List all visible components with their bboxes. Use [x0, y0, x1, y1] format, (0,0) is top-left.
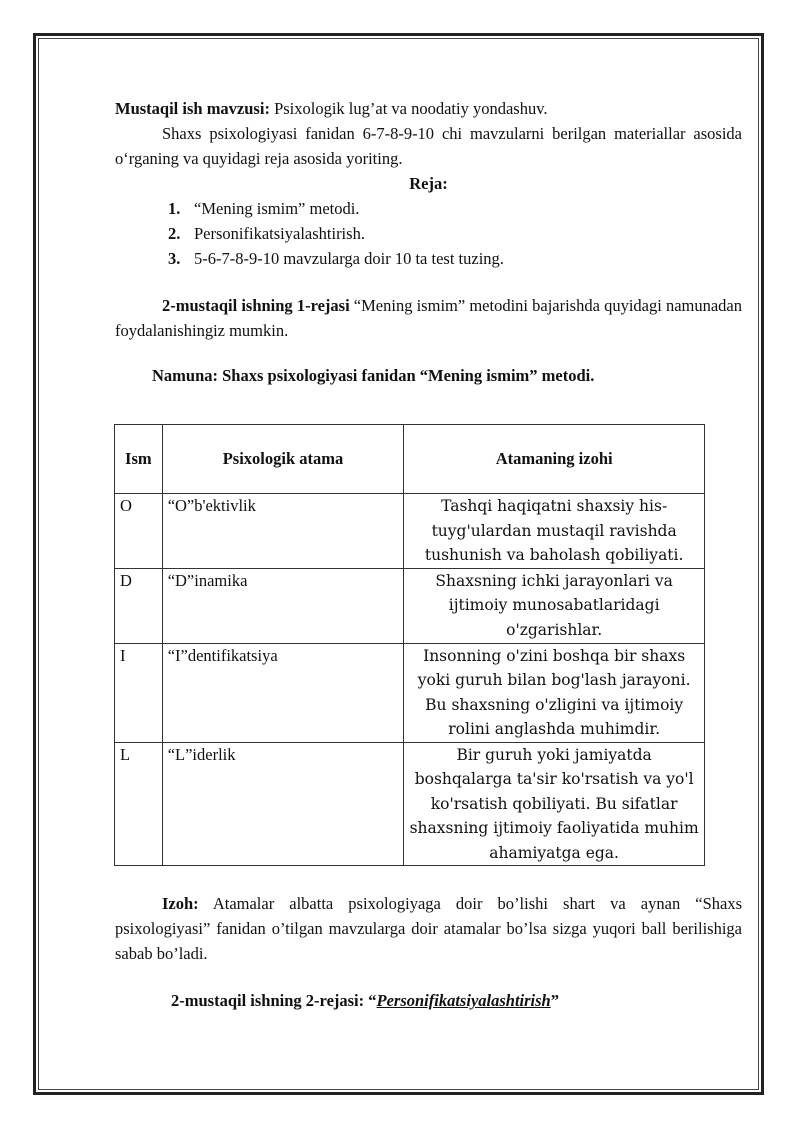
- plan-title: Reja:: [409, 174, 448, 193]
- table-row: [115, 643, 705, 742]
- cell-term: “I”dentifikatsiya: [162, 643, 404, 742]
- header-ism: Ism: [115, 425, 163, 494]
- intro-paragraph: Shaxs psixologiyasi fanidan 6-7-8-9-10 chi mavzularni berilgan materiallar asosida o‘rganing va quyidagi reja asosida yoriting.: [115, 124, 742, 168]
- cell-term: “L”iderlik: [162, 742, 404, 866]
- cell-letter: I: [115, 643, 163, 742]
- header-izoh: Atamaning izohi: [404, 425, 705, 494]
- plan2-heading: 2-mustaqil ishning 2-rejasi: “Personifikatsiyalashtirish”: [171, 991, 559, 1010]
- note-paragraph: [115, 891, 742, 966]
- plan-item: 3. 5-6-7-8-9-10 mavzularga doir 10 ta test tuzing.: [168, 249, 504, 268]
- note-text: Atamalar albatta psixologiyaga doir bo’lishi shart va aynan “Shaxs psixologiyasi” fanidan o’tilgan mavzularga doir atamalar bo’lsa sizga yuqori ball berilishiga sabab bo’ladi.: [115, 894, 742, 963]
- table-row: [115, 742, 705, 866]
- method-table: [114, 424, 705, 866]
- cell-term: “O”b'ektivlik: [162, 494, 404, 569]
- topic-line: [115, 96, 742, 121]
- document-body: [115, 96, 742, 388]
- plan-item: 1. “Mening ismim” metodi.: [168, 199, 360, 218]
- cell-definition: Shaxsning ichki jarayonlari va ijtimoiy munosabatlaridagi o'zgarishlar.: [404, 568, 705, 643]
- plan1-label: 2-mustaqil ishning 1-rejasi: [162, 296, 350, 315]
- cell-letter: L: [115, 742, 163, 866]
- plan1-text: “Mening ismim” metodini bajarishda quyidagi namunadan foydalanishingiz mumkin.: [115, 296, 742, 340]
- plan-list: [115, 196, 742, 271]
- cell-definition: Tashqi haqiqatni shaxsiy his-tuyg'ulardan mustaqil ravishda tushunish va baholash qobiliyati.: [404, 494, 705, 569]
- plan-item: 2. Personifikatsiyalashtirish.: [168, 224, 365, 243]
- note-label: Izoh:: [162, 894, 199, 913]
- header-atama: Psixologik atama: [162, 425, 404, 494]
- topic-text: Psixologik lug’at va noodatiy yondashuv.: [269, 99, 548, 118]
- topic-label: Mustaqil ish mavzusi:: [115, 99, 270, 118]
- document-lower: [115, 891, 742, 1013]
- table-row: [115, 568, 705, 643]
- sample-title: Namuna: Shaxs psixologiyasi fanidan “Mening ismim” metodi.: [152, 366, 595, 385]
- cell-definition: Bir guruh yoki jamiyatda boshqalarga ta'sir ko'rsatish va yo'l ko'rsatish qobiliyati. Bu sifatlar shaxsning ijtimoiy faoliyatida muhim ahamiyatga ega.: [404, 742, 705, 866]
- plan1-paragraph: [115, 293, 742, 343]
- table-row: [115, 494, 705, 569]
- cell-term: “D”inamika: [162, 568, 404, 643]
- plan2-topic: Personifikatsiyalashtirish: [376, 991, 551, 1010]
- cell-letter: D: [115, 568, 163, 643]
- cell-letter: O: [115, 494, 163, 569]
- table-header-row: [115, 425, 705, 494]
- cell-definition: Insonning o'zini boshqa bir shaxs yoki guruh bilan bog'lash jarayoni. Bu shaxsning o'zligini va ijtimoiy rolini anglashda muhimdir.: [404, 643, 705, 742]
